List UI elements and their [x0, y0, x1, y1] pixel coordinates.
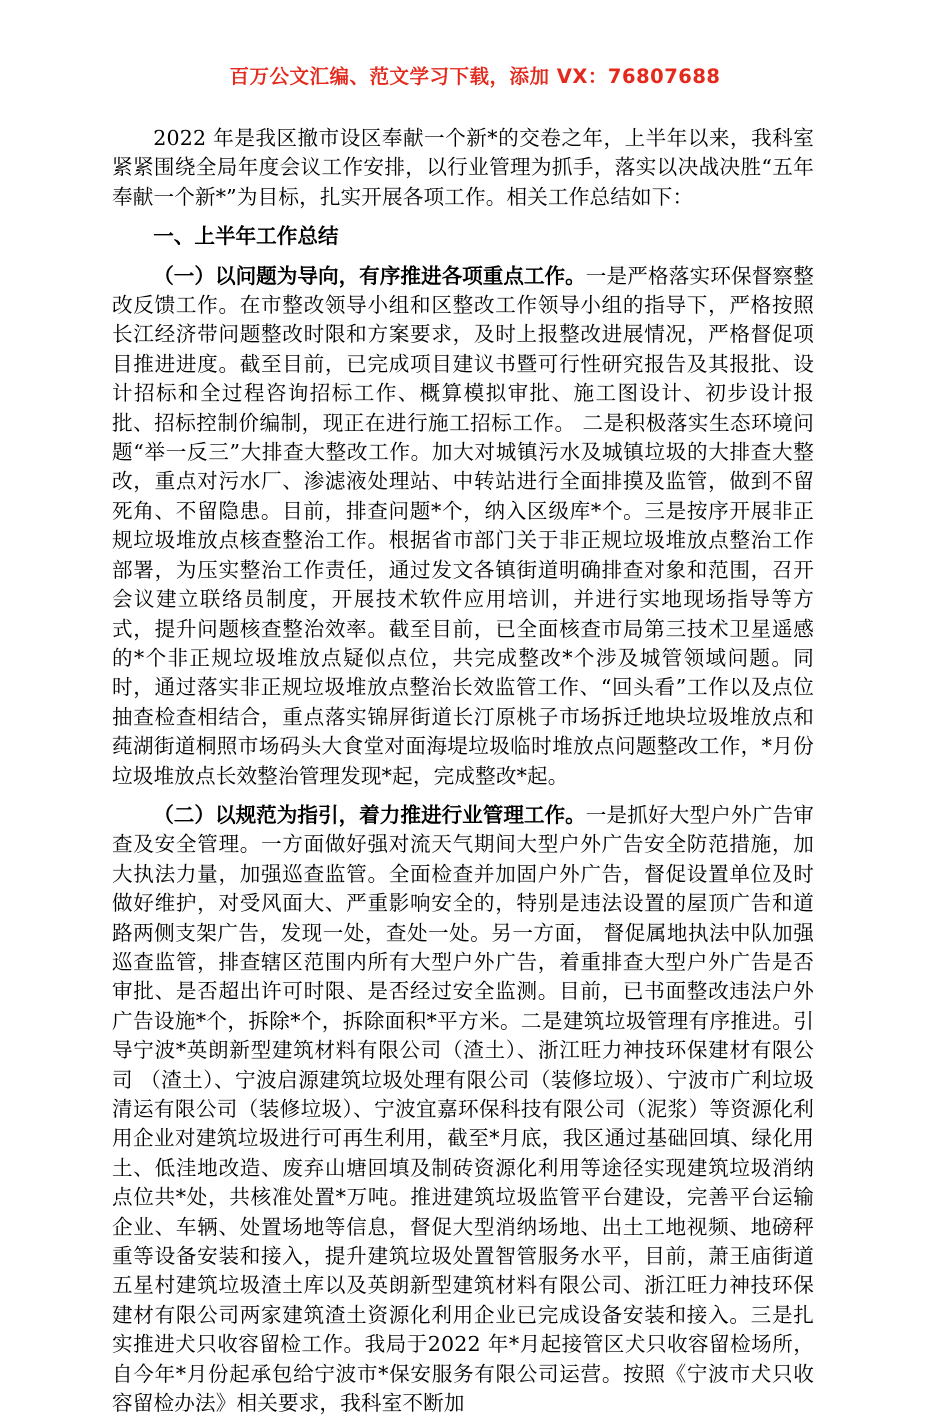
section-heading-1: 一、上半年工作总结: [153, 224, 339, 249]
intro-paragraph: 2022 年是我区撤市设区奉献一个新*的交卷之年，上半年以来，我科室紧紧围绕全局年度会议工作安排，以行业管理为抓手，落实以决战决胜“五年奉献一个新*”为目标，扎实开展各项工作。相关工作总结如下：: [112, 126, 814, 209]
document-body: [112, 124, 814, 1418]
subsection-1-paragraph: [112, 262, 814, 791]
subsection-2-lead: （二）以规范为指引，着力推进行业管理工作。: [153, 802, 586, 827]
promo-banner-text: 百万公文汇编、范文学习下载，添加 VX：76807688: [229, 65, 721, 88]
subsection-1-body: 一是严格落实环保督察整改反馈工作。在市整改领导小组和区整改工作领导小组的指导下，严格按照长江经济带问题整改时限和方案要求，及时上报整改进展情况，严格督促项目推进进度。截至目前，已完成项目建议书暨可行性研究报告及其报批、设计招标和全过程咨询招标工作、概算模拟审批、施工图设计、初步设计报批、招标控制价编制，现正在进行施工招标工作。 二是积极落实生态环境问题“举一反三”大排查大整改工作。加大对城镇污水及城镇垃圾的大排查大整改，重点对污水厂、渗滤液处理站、中转站进行全面排摸及监管，做到不留死角、不留隐患。目前，排查问题*个，纳入区级库*个。三是按序开展非正规垃圾堆放点核查整治工作。根据省市部门关于非正规垃圾堆放点整治工作部署，为压实整治工作责任，通过发文各镇街道明确排查对象和范围，召开会议建立联络员制度，开展技术软件应用培训，并进行实地现场指导等方式，提升问题核查整治效率。截至目前，已全面核查市局第三技术卫星遥感的*个非正规垃圾堆放点疑似点位，共完成整改*个涉及城管领域问题。同时，通过落实非正规垃圾堆放点整治长效监管工作、“回头看”工作以及点位抽查检查相结合，重点落实锦屏街道长汀原桃子市场拆迁地块垃圾堆放点和莼湖街道桐照市场码头大食堂对面海堤垃圾临时堆放点问题整改工作，*月份垃圾堆放点长效整治管理发现*起，完成整改*起。: [112, 263, 814, 788]
subsection-1-lead: （一）以问题为导向，有序推进各项重点工作。: [153, 263, 586, 288]
subsection-2-body: 一是抓好大型户外广告审查及安全管理。一方面做好强对流天气期间大型户外广告安全防范措施，加大执法力量，加强巡查监管。全面检查并加固户外广告，督促设置单位及时做好维护，对受风面大、严重影响安全的，特别是违法设置的屋顶广告和道路两侧支架广告，发现一处，查处一处。另一方面， 督促属地执法中队加强巡查监管，排查辖区范围内所有大型户外广告，着重排查大型户外广告是否审批、是否超出许可时限、是否经过安全监测。目前，已书面整改违法户外广告设施*个，拆除*个，拆除面积*平方米。二是建筑垃圾管理有序推进。引导宁波*英朗新型建筑材料有限公司（渣土）、浙江旺力神技环保建材有限公司 （渣土）、宁波启源建筑垃圾处理有限公司（装修垃圾）、宁波市广利垃圾清运有限公司（装修垃圾）、宁波宜嘉环保科技有限公司（泥浆）等资源化利用企业对建筑垃圾进行可再生利用，截至*月底，我区通过基础回填、绿化用土、低洼地改造、废弃山塘回填及制砖资源化利用等途径实现建筑垃圾消纳点位共*处，共核准处置*万吨。推进建筑垃圾监管平台建设，完善平台运输企业、车辆、处置场地等信息，督促大型消纳场地、出土工地视频、地磅秤重等设备安装和接入，提升建筑垃圾处置智管服务水平，目前，萧王庙街道五星村建筑垃圾渣土库以及英朗新型建筑材料有限公司、浙江旺力神技环保建材有限公司两家建筑渣土资源化利用企业已完成设备安装和接入。三是扎实推进犬只收容留检工作。我局于2022 年*月起接管区犬只收容留检场所，自今年*月份起承包给宁波市*保安服务有限公司运营。按照《宁波市犬只收容留检办法》相关要求，我科室不断加: [112, 802, 814, 1416]
subsection-2-paragraph: [112, 801, 814, 1418]
